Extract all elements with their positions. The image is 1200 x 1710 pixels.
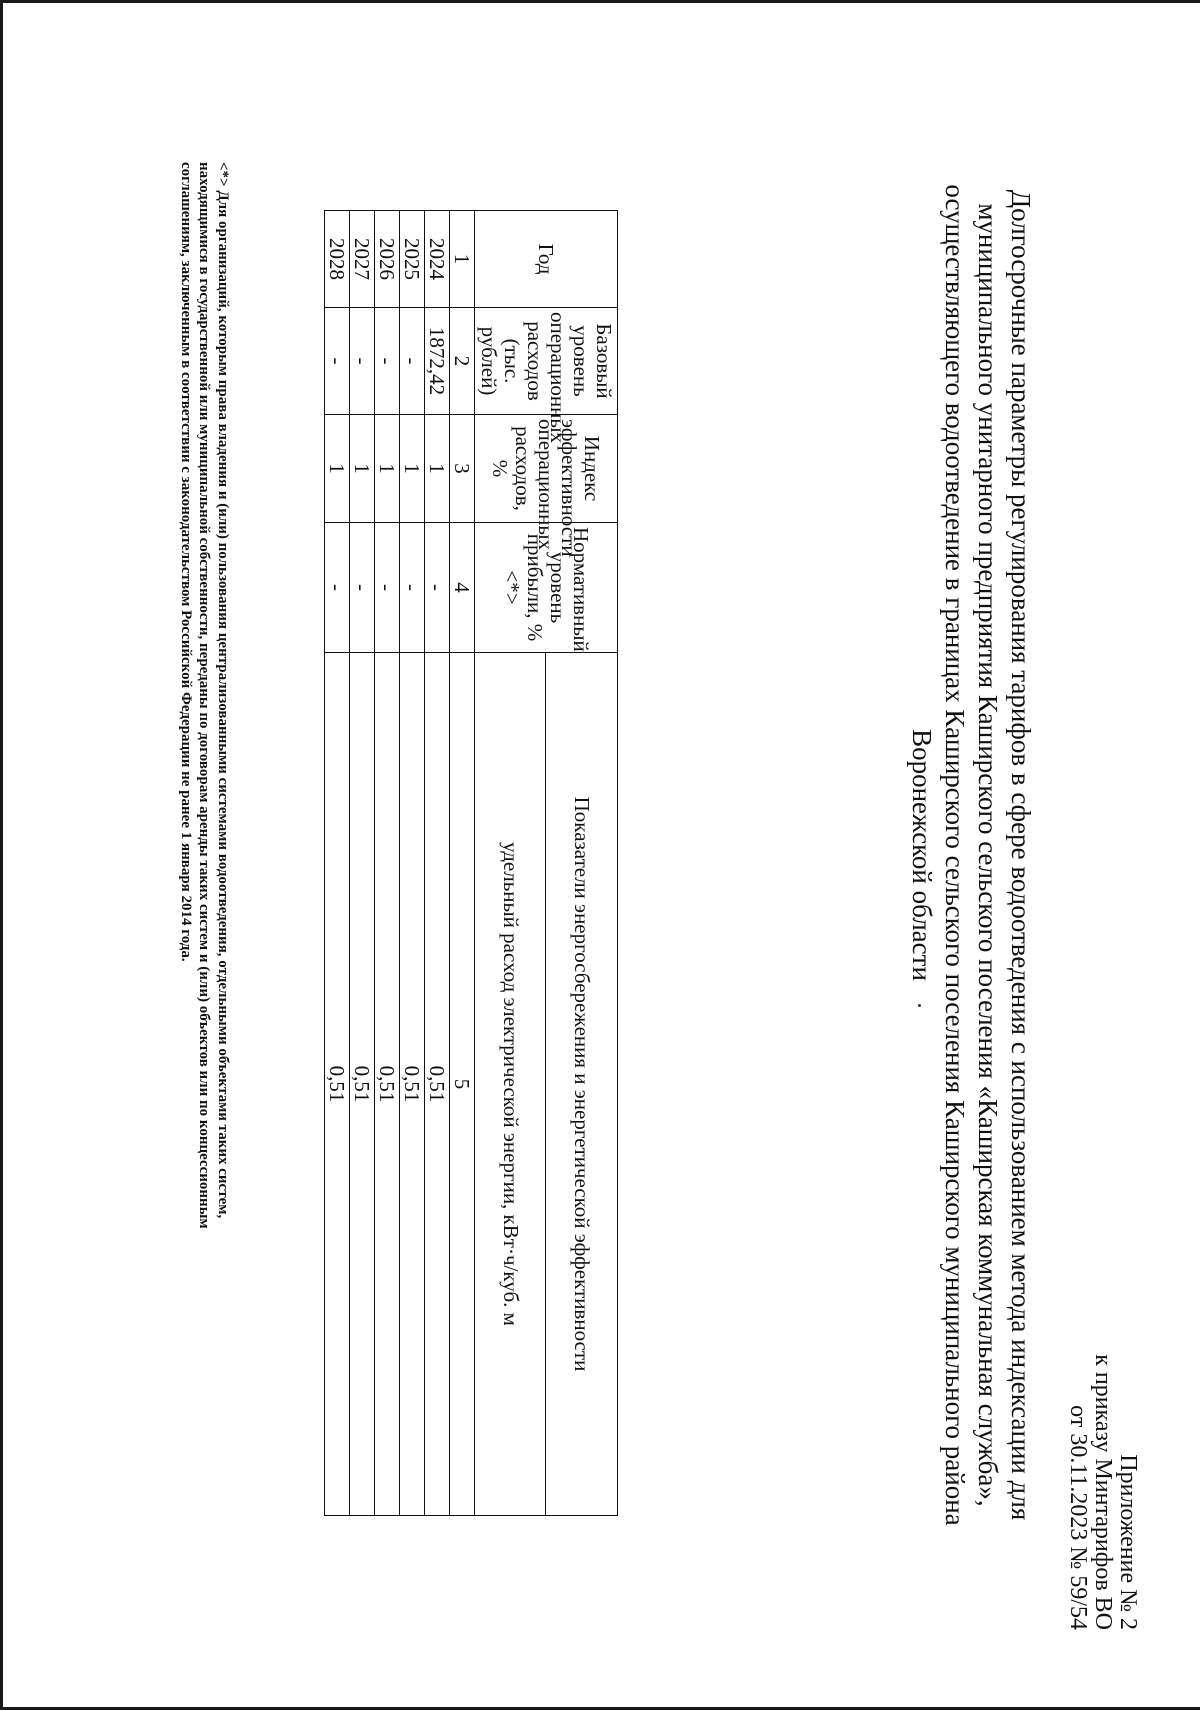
cell-base-level: 1872,42 [425, 308, 450, 415]
cell-year: 2027 [350, 211, 375, 308]
column-number: 2 [450, 308, 475, 415]
cell-efficiency-index: 1 [425, 415, 450, 523]
approval-line-3: от 30.11.2023 № 59/54 [1065, 1405, 1091, 1630]
footnote-line-3: соглашениям, заключенным в соответствии с законодательством Российской Федерации не ранее 1 января 2014 года. [178, 162, 194, 962]
cell-energy: 0,51 [350, 653, 375, 1516]
cell-base-level: - [375, 308, 400, 415]
title-line-2: муниципального унитарного предприятия Каширского сельского поселения «Каширская коммунальная служба», [973, 203, 1003, 1507]
cell-efficiency-index: 1 [375, 415, 400, 523]
cell-year: 2026 [375, 211, 400, 308]
column-number: 3 [450, 415, 475, 523]
approval-block [1065, 1354, 1140, 1630]
approval-line-1: Приложение № 2 [1115, 1454, 1141, 1630]
cell-profit-level: - [400, 523, 425, 653]
footnote-line-2: находящимися в государственной или муниципальной собственности, переданы по договорам аренды таких систем и (или) объектов или по концессионным [196, 162, 213, 1229]
document-title [905, 0, 1037, 1710]
cell-energy: 0,51 [425, 653, 450, 1516]
cell-efficiency-index: 1 [400, 415, 425, 523]
table-row [325, 211, 350, 1516]
cell-year: 2024 [425, 211, 450, 308]
cell-base-level: - [325, 308, 350, 415]
parameters-table [324, 210, 618, 1516]
header-base-level: Базовый уровень операционных расходов (тыс. рублей) [475, 308, 618, 415]
cell-energy: 0,51 [325, 653, 350, 1516]
title-line-1: Долгосрочные параметры регулирования тарифов в сфере водоотведения с использованием метода индексации для [1006, 189, 1036, 1521]
table-row [350, 211, 375, 1516]
header-year: Год [475, 211, 618, 308]
cell-year: 2028 [325, 211, 350, 308]
cell-profit-level: - [425, 523, 450, 653]
column-number: 4 [450, 523, 475, 653]
column-number-row [450, 211, 475, 1516]
cell-profit-level: - [350, 523, 375, 653]
cell-year: 2025 [400, 211, 425, 308]
table-row [425, 211, 450, 1516]
title-line-3: осуществляющего водоотведение в границах Каширского сельского поселения Каширского муниципального района [940, 184, 970, 1526]
column-number: 1 [450, 211, 475, 308]
table-row [400, 211, 425, 1516]
cell-base-level: - [400, 308, 425, 415]
cell-base-level: - [350, 308, 375, 415]
cell-efficiency-index: 1 [325, 415, 350, 523]
footnote [177, 162, 233, 1572]
footnote-line-1: <*> Для организаций, которым права владения и (или) пользования централизованными системами водоотведения, отдельными объектами таких систем, [215, 162, 231, 1219]
header-energy-group: Показатели энергосбережения и энергетической эффективности [546, 653, 618, 1516]
cell-efficiency-index: 1 [350, 415, 375, 523]
header-profit-level: Нормативный уровень прибыли, % <*> [475, 523, 618, 653]
title-line-4: Воронежской области [907, 729, 937, 981]
cell-energy: 0,51 [375, 653, 400, 1516]
cell-profit-level: - [375, 523, 400, 653]
column-number: 5 [450, 653, 475, 1516]
header-efficiency-index: Индекс эффективности операционных расходов, % [475, 415, 618, 523]
cell-energy: 0,51 [400, 653, 425, 1516]
header-row [546, 211, 618, 1516]
header-energy-sub: удельный расход электрической энергии, кВт·ч/куб. м [475, 653, 547, 1516]
cell-profit-level: - [325, 523, 350, 653]
approval-line-2: к приказу Минтарифов ВО [1090, 1354, 1116, 1630]
table-row [375, 211, 400, 1516]
